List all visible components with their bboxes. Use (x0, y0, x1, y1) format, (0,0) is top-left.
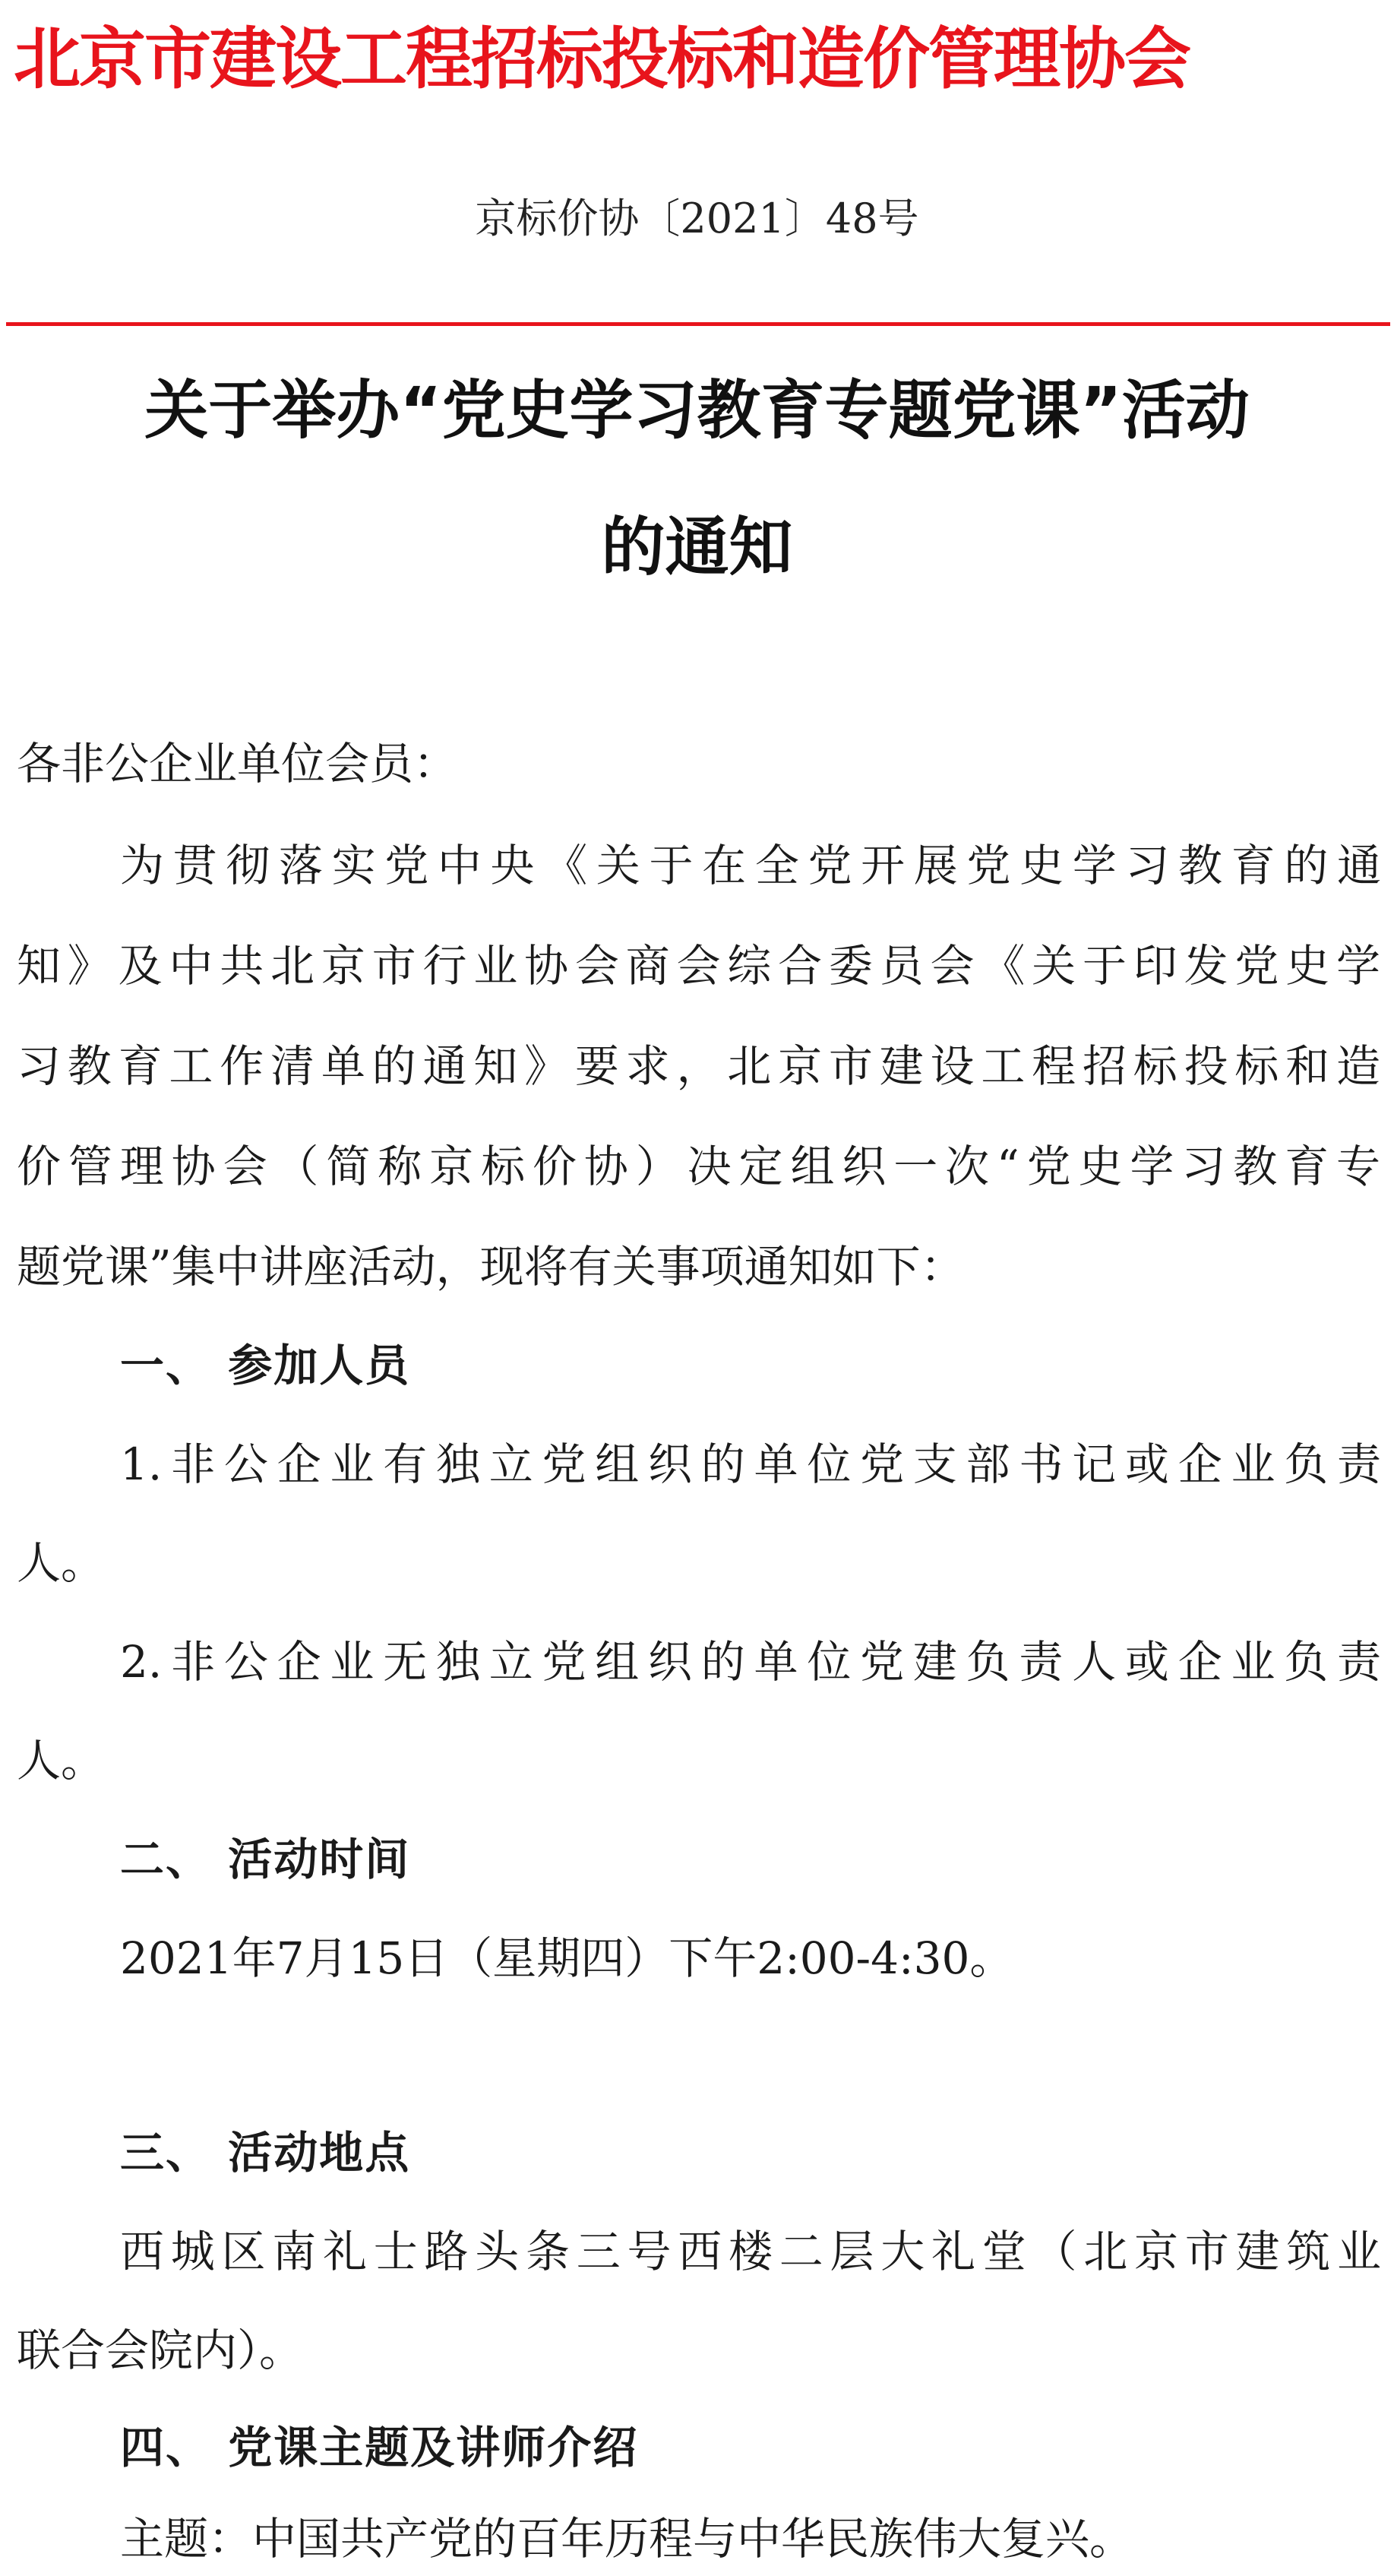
participant-item-2-cont: 人。 (17, 1735, 106, 1786)
document-number: 京标价协〔2021〕48号 (475, 195, 919, 242)
section-heading-time: 二、 活动时间 (120, 1834, 411, 1885)
intro-line: 题党课”集中讲座活动，现将有关事项通知如下： (17, 1241, 965, 1293)
intro-line: 价管理协会（简称京标价协）决定组织一次“党史学习教育专 (17, 1141, 1380, 1192)
salutation: 各非公企业单位会员： (17, 738, 458, 790)
document-title-line-1: 关于举办“党史学习教育专题党课”活动 (144, 373, 1250, 448)
document-title-line-2: 的通知 (601, 510, 793, 584)
intro-line: 习教育工作清单的通知》要求，北京市建设工程招标投标和造 (17, 1040, 1380, 1092)
participant-item-2: 2.非公企业无独立党组织的单位党建负责人或企业负责 (120, 1636, 1381, 1688)
intro-line: 为贯彻落实党中央《关于在全党开展党史学习教育的通 (120, 840, 1381, 891)
activity-location: 西城区南礼士路头条三号西楼二层大礼堂（北京市建筑业 (120, 2226, 1381, 2277)
activity-time: 2021年7月15日（星期四）下午2:00-4:30。 (120, 1932, 1014, 1984)
participant-item-1-cont: 人。 (17, 1537, 106, 1589)
red-divider (6, 322, 1390, 326)
intro-line: 知》及中共北京市行业协会商会综合委员会《关于印发党史学 (17, 940, 1380, 992)
section-heading-topic: 四、 党课主题及讲师介绍 (120, 2422, 639, 2473)
section-heading-participants: 一、 参加人员 (120, 1340, 411, 1391)
section-heading-location: 三、 活动地点 (120, 2127, 411, 2179)
activity-location-cont: 联合会院内）。 (17, 2324, 304, 2376)
organization-header: 北京市建设工程招标投标和造价管理协会 (14, 20, 1190, 98)
lecture-topic: 主题：中国共产党的百年历程与中华民族伟大复兴。 (120, 2513, 1134, 2565)
participant-item-1: 1.非公企业有独立党组织的单位党支部书记或企业负责 (120, 1438, 1381, 1490)
